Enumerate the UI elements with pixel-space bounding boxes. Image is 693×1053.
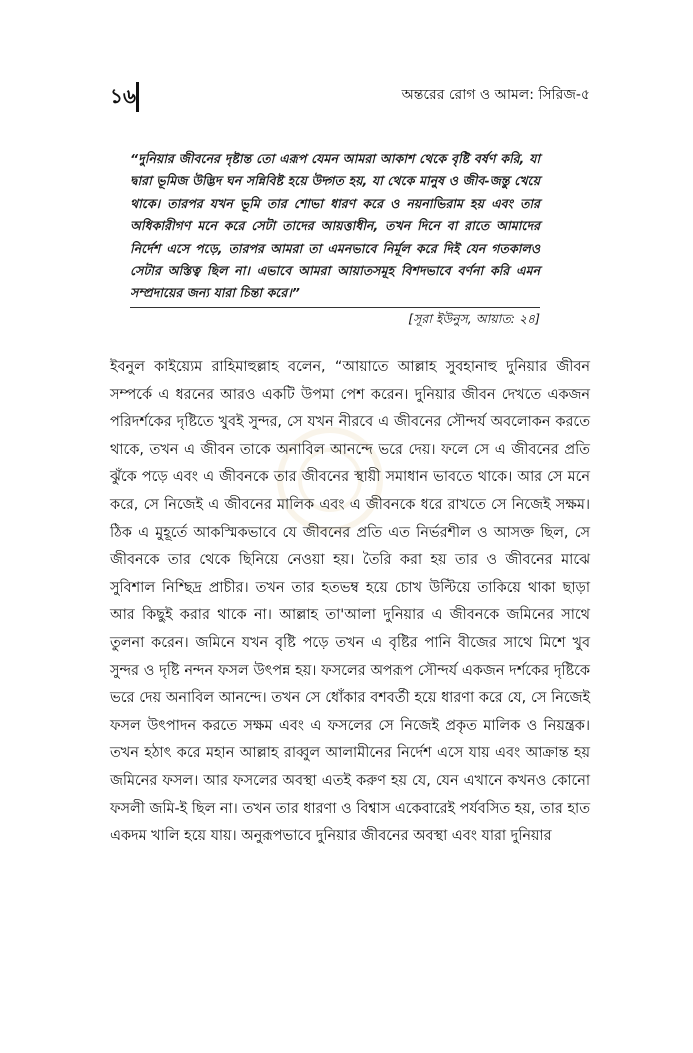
running-title: অন্তরের রোগ ও আমল: সিরিজ-৫ bbox=[401, 87, 590, 103]
quran-quote-block bbox=[130, 148, 540, 330]
header-divider bbox=[136, 82, 139, 112]
body-paragraph: ইবনুল কাইয়্যেম রাহিমাহুল্লাহ বলেন, “আয়াতে আল্লাহ সুবহানাহু দুনিয়ার জীবন সম্পর্কে এ ধরনের আরও একটি উপমা পেশ করেন। দুনিয়ার জীবন দেখতে একজন পরিদর্শকের দৃষ্টিতে খুবই সুন্দর, সে যখন নীরবে এ জীবনের সৌন্দর্য অবলোকন করতে থাকে, তখন এ জীবন তাকে অনাবিল আনন্দে ভরে দেয়। ফলে সে এ জীবনের প্রতি ঝুঁকে পড়ে এবং এ জীবনকে তার জীবনের স্থায়ী সমাধান ভাবতে থাকে। আর সে মনে করে, সে নিজেই এ জীবনের মালিক এবং এ জীবনকে ধরে রাখতে সে নিজেই সক্ষম। ঠিক এ মুহূর্তে আকস্মিকভাবে যে জীবনের প্রতি এত নির্ভরশীল ও আসক্ত ছিল, সে জীবনকে তার থেকে ছিনিয়ে নেওয়া হয়। তৈরি করা হয় তার ও জীবনের মাঝে সুবিশাল নিশ্ছিদ্র প্রাচীর। তখন তার হতভম্ব হয়ে চোখ উল্টিয়ে তাকিয়ে থাকা ছাড়া আর কিছুই করার থাকে না। আল্লাহ তা'আলা দুনিয়ার এ জীবনকে জমিনের সাথে তুলনা করেন। জমিনে যখন বৃষ্টি পড়ে তখন এ বৃষ্টির পানি বীজের সাথে মিশে খুব সুন্দর ও দৃষ্টি নন্দন ফসল উৎপন্ন হয়। ফসলের অপরূপ সৌন্দর্য একজন দর্শকের দৃষ্টিকে ভরে দেয় অনাবিল আনন্দে। তখন সে ধোঁকার বশবর্তী হয়ে ধারণা করে যে, সে নিজেই ফসল উৎপাদন করতে সক্ষম এবং এ ফসলের সে নিজেই প্রকৃত মালিক ও নিয়ন্ত্রক। তখন হঠাৎ করে মহান আল্লাহ রাব্বুল আলামীনের নির্দেশ এসে যায় এবং আক্রান্ত হয় জমিনের ফসল। আর ফসলের অবস্থা এতই করুণ হয় যে, যেন এখানে কখনও কোনো ফসলী জমি-ই ছিল না। তখন তার ধারণা ও বিশ্বাস একেবারেই পর্যবসিত হয়, তার হাত একদম খালি হয়ে যায়। অনুরূপভাবে দুনিয়ার জীবনের অবস্থা এবং যারা দুনিয়ার bbox=[110, 359, 590, 845]
quote-text: “দুনিয়ার জীবনের দৃষ্টান্ত তো এরূপ যেমন আমরা আকাশ থেকে বৃষ্টি বর্ষণ করি, যা দ্বারা ভূমিজ উদ্ভিদ ঘন সন্নিবিষ্ট হয়ে উদ্গত হয়, যা থেকে মানুষ ও জীব-জন্তু খেয়ে থাকে। তারপর যখন ভূমি তার শোভা ধারণ করে ও নয়নাভিরাম হয় এবং তার অধিকারীগণ মনে করে সেটা তাদের আয়ত্তাধীন, তখন দিনে বা রাতে আমাদের নির্দেশ এসে পড়ে, তারপর আমরা তা এমনভাবে নির্মূল করে দিই যেন গতকালও সেটার অস্তিত্ব ছিল না। এভাবে আমরা আয়াতসমূহ বিশদভাবে বর্ণনা করি এমন সম্প্রদায়ের জন্য যারা চিন্তা করে।” bbox=[130, 151, 540, 301]
quote-reference: [সূরা ইউনুস, আয়াত: ২৪] bbox=[408, 310, 540, 326]
page-header bbox=[110, 82, 590, 114]
page-number: ১৬ bbox=[110, 84, 136, 108]
